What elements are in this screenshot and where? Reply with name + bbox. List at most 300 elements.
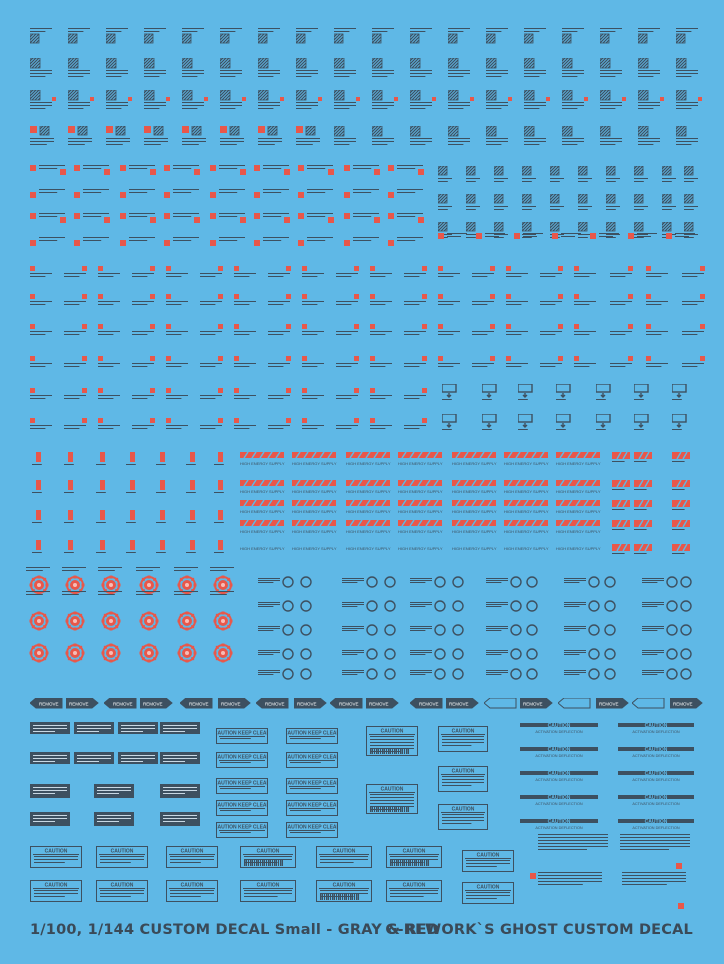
svg-text:CAUTION: CAUTION [644,747,668,753]
ring-icon [258,600,296,614]
ring-icon [258,624,296,638]
red-bar-decal [96,480,112,495]
monitor-arrow-icon [634,384,652,402]
red-square-decal [388,188,428,200]
hatch-decal [30,28,58,50]
svg-text:REMOVE: REMOVE [523,701,543,707]
high-energy-banner [504,520,550,535]
red-square-decal [234,356,260,370]
high-energy-banner [240,500,286,515]
hatch-decal [106,90,134,112]
red-square-decal [166,388,192,402]
red-square-decal [30,418,56,432]
svg-text:ACTIVATION DEFLECTION: ACTIVATION DEFLECTION [632,826,680,830]
high-energy-banner [556,480,602,495]
red-square-decal [476,230,506,240]
red-gear-label [136,562,162,570]
hatch-decal [220,126,248,148]
red-gear-label [174,562,200,570]
red-square-decal [472,356,498,370]
red-square-decal [336,324,362,338]
hatch-decal [30,58,58,80]
hatch-decal [410,90,438,112]
red-square-decal [574,356,600,370]
svg-text:HIGH ENERGY SUPPLY: HIGH ENERGY SUPPLY [452,489,497,494]
svg-text:HIGH ENERGY SUPPLY: HIGH ENERGY SUPPLY [504,489,549,494]
ring-icon [300,648,338,662]
red-square-decal [30,388,56,402]
red-square-decal [344,164,384,176]
ring-icon [642,600,680,614]
svg-text:HIGH ENERGY SUPPLY: HIGH ENERGY SUPPLY [240,461,285,466]
red-square-decal [646,266,672,280]
svg-text:HIGH ENERGY SUPPLY: HIGH ENERGY SUPPLY [452,509,497,514]
high-energy-banner [292,520,338,535]
svg-text:HIGH ENERGY SUPPLY: HIGH ENERGY SUPPLY [398,546,443,551]
svg-text:HIGH ENERGY SUPPLY: HIGH ENERGY SUPPLY [240,546,285,551]
hatch-decal [676,126,704,148]
high-energy-banner [452,520,498,535]
svg-text:CAUTION: CAUTION [547,723,571,729]
hatch-decal [410,28,438,50]
red-square-decal [30,212,70,224]
caution-activation-bar [618,770,698,782]
ring-icon [486,668,524,682]
caution-keep-clear-label [216,822,268,838]
svg-text:HIGH ENERGY SUPPLY: HIGH ENERGY SUPPLY [452,529,497,534]
red-bar-decal [32,540,48,555]
hatch-decal [606,194,620,212]
svg-text:HIGH ENERGY SUPPLY: HIGH ENERGY SUPPLY [398,461,443,466]
hatch-decal [68,126,96,148]
svg-text:REMOVE: REMOVE [265,701,285,707]
svg-text:CAUTION: CAUTION [547,819,571,825]
red-square-decal [234,388,260,402]
hatch-decal [486,58,514,80]
arrow-tag-icon [140,696,174,707]
red-square-decal [268,356,294,370]
ring-icon [342,648,380,662]
hatch-decal [296,90,324,112]
hatch-decal [144,90,172,112]
high-energy-banner [398,480,444,495]
red-square-decal [200,324,226,338]
high-energy-banner [240,520,286,535]
red-square-decal [166,356,192,370]
ring-icon [680,648,718,662]
svg-text:CAUTION KEEP CLEAR: CAUTION KEEP CLEAR [286,802,338,809]
red-square-decal [590,230,620,240]
red-square-decal [646,294,672,308]
hatch-decal [578,166,592,184]
high-energy-banner [346,452,392,467]
hatch-decal [486,28,514,50]
hatch-decal [296,58,324,80]
red-square-decal [388,212,428,224]
hatch-decal [466,194,480,212]
svg-text:HIGH ENERGY SUPPLY: HIGH ENERGY SUPPLY [556,461,601,466]
svg-text:CAUTION: CAUTION [476,884,500,891]
red-square-decal [610,324,636,338]
red-square-decal [404,266,430,280]
ring-icon [564,668,602,682]
caution-activation-bar [520,818,600,830]
hatch-decal [562,28,590,50]
caution-keep-clear-label [286,778,338,794]
high-energy-banner [346,480,392,495]
caution-keep-clear-label [286,752,338,768]
caution-label [438,726,488,752]
red-bar-decal [214,480,230,495]
caution-barcode-sticker [240,846,296,868]
ring-icon [526,668,564,682]
arrow-tag-icon [670,696,704,707]
ring-icon [526,624,564,638]
monitor-arrow-icon [482,384,500,402]
svg-text:REMOVE: REMOVE [339,701,359,707]
red-square-decal [210,164,250,176]
svg-text:CAUTION: CAUTION [110,882,134,889]
red-bar-decal [32,452,48,467]
caution-barcode-sticker [316,880,372,902]
high-energy-banner [556,452,602,467]
svg-text:ACTIVATION DEFLECTION: ACTIVATION DEFLECTION [632,778,680,782]
svg-text:HIGH ENERGY SUPPLY: HIGH ENERGY SUPPLY [346,546,391,551]
red-gear-icon [64,642,86,664]
ring-icon [564,624,602,638]
hatch-decal [638,90,666,112]
svg-text:HIGH ENERGY SUPPLY: HIGH ENERGY SUPPLY [504,529,549,534]
red-stripe-decal [672,500,692,515]
caution-activation-bar [618,722,698,734]
hatch-decal [68,90,96,112]
caution-keep-clear-label [216,800,268,816]
monitor-arrow-icon [482,414,500,432]
svg-text:REMOVE: REMOVE [673,701,693,707]
red-square-decal [676,858,684,866]
hatch-decal [562,90,590,112]
monitor-arrow-icon [556,384,574,402]
arrow-tag-icon [484,696,518,707]
hatch-decal [258,58,286,80]
red-square-decal [120,164,160,176]
caution-activation-bar [520,746,600,758]
arrow-tag-icon [330,696,364,707]
red-square-decal [98,294,124,308]
red-gear-icon [138,642,160,664]
red-square-decal [298,164,338,176]
red-gear-icon [138,610,160,632]
caution-sticker [462,882,514,904]
red-square-decal [200,266,226,280]
gray-label-block [94,812,154,828]
high-energy-banner [398,500,444,515]
red-bar-decal [96,452,112,467]
red-stripe-decal [672,480,692,495]
svg-text:CAUTION: CAUTION [180,848,204,855]
red-bar-decal [214,510,230,525]
hatch-decal [220,28,248,50]
gray-label-block [94,784,154,800]
hatch-decal [220,90,248,112]
hatch-decal [106,28,134,50]
text-block [622,872,688,892]
high-energy-banner [556,520,602,535]
monitor-arrow-icon [556,414,574,432]
ring-icon [642,624,680,638]
red-square-decal [682,266,708,280]
red-square-decal [472,294,498,308]
caution-sticker [96,880,148,902]
ring-icon [342,576,380,590]
svg-text:HIGH ENERGY SUPPLY: HIGH ENERGY SUPPLY [452,546,497,551]
caution-keep-clear-label [286,728,338,744]
svg-text:HIGH ENERGY SUPPLY: HIGH ENERGY SUPPLY [504,461,549,466]
hatch-decal [334,90,362,112]
red-bar-decal [64,540,80,555]
high-energy-banner [452,480,498,495]
red-gear-icon [212,610,234,632]
red-square-decal [120,188,160,200]
high-energy-banner [452,544,498,559]
arrow-tag-icon [218,696,252,707]
ring-icon [680,600,718,614]
red-bar-decal [156,452,172,467]
ring-icon [642,576,680,590]
svg-text:ACTIVATION DEFLECTION: ACTIVATION DEFLECTION [632,730,680,734]
red-square-decal [646,324,672,338]
red-bar-decal [156,540,172,555]
hatch-decal [522,194,536,212]
ring-icon [486,648,524,662]
hatch-decal [410,126,438,148]
caution-keep-clear-label [216,778,268,794]
red-square-decal [120,236,160,248]
svg-text:CAUTION: CAUTION [256,848,280,855]
high-energy-banner [452,500,498,515]
red-square-decal [438,294,464,308]
red-square-decal [132,418,158,432]
hatch-decal [676,58,704,80]
red-square-decal [682,324,708,338]
text-block [620,834,692,856]
hatch-decal [438,166,452,184]
red-square-decal [336,266,362,280]
red-square-decal [234,324,260,338]
red-square-decal [530,868,538,876]
arrow-tag-icon [596,696,630,707]
svg-text:CAUTION: CAUTION [402,848,426,855]
red-square-decal [164,188,204,200]
ring-icon [486,624,524,638]
red-bar-decal [214,452,230,467]
red-square-decal [234,418,260,432]
red-square-decal [64,356,90,370]
red-square-decal [268,266,294,280]
svg-text:CAUTION: CAUTION [402,882,426,889]
ring-icon [604,576,642,590]
red-square-decal [540,294,566,308]
svg-text:REMOVE: REMOVE [39,701,59,707]
hatch-decal [600,28,628,50]
hatch-decal [182,58,210,80]
red-square-decal [74,164,114,176]
high-energy-banner [292,500,338,515]
ring-icon [342,600,380,614]
red-square-decal [628,230,658,240]
svg-text:HIGH ENERGY SUPPLY: HIGH ENERGY SUPPLY [398,529,443,534]
hatch-decal [258,126,286,148]
red-square-decal [98,388,124,402]
red-square-decal [370,266,396,280]
red-gear-icon [28,642,50,664]
red-square-decal [166,418,192,432]
red-bar-decal [156,510,172,525]
red-bar-decal [64,452,80,467]
hatch-decal [30,90,58,112]
red-square-decal [254,188,294,200]
red-square-decal [64,388,90,402]
ring-icon [300,668,338,682]
high-energy-banner [398,520,444,535]
monitor-arrow-icon [672,414,690,432]
hatch-decal [106,126,134,148]
hatch-decal [494,166,508,184]
high-energy-banner [346,500,392,515]
svg-text:HIGH ENERGY SUPPLY: HIGH ENERGY SUPPLY [240,529,285,534]
arrow-tag-icon [294,696,328,707]
sheet-title-right: G-REWORK`S GHOST CUSTOM DECAL [385,922,693,938]
ring-icon [452,668,490,682]
red-square-decal [438,230,468,240]
svg-text:CAUTION KEEP CLEAR: CAUTION KEEP CLEAR [286,754,338,761]
red-square-decal [552,230,582,240]
ring-icon [642,668,680,682]
svg-text:HIGH ENERGY SUPPLY: HIGH ENERGY SUPPLY [504,509,549,514]
high-energy-banner [556,544,602,559]
red-square-decal [506,266,532,280]
gray-label-block [30,784,90,800]
red-square-decal [164,236,204,248]
red-square-decal [646,356,672,370]
red-square-decal [200,418,226,432]
red-gear-icon [176,642,198,664]
red-gear-label [136,586,162,594]
ring-icon [410,600,448,614]
red-stripe-decal [634,544,654,559]
red-bar-decal [214,540,230,555]
red-square-decal [210,236,250,248]
svg-text:CAUTION KEEP CLEAR: CAUTION KEEP CLEAR [216,780,268,787]
red-gear-label [210,562,236,570]
caution-activation-bar [520,770,600,782]
hatch-decal [600,90,628,112]
red-square-decal [682,356,708,370]
hatch-decal [372,126,400,148]
monitor-arrow-icon [442,384,460,402]
caution-keep-clear-label [216,728,268,744]
arrow-tag-icon [446,696,480,707]
svg-text:HIGH ENERGY SUPPLY: HIGH ENERGY SUPPLY [292,546,337,551]
red-square-decal [74,236,114,248]
svg-text:HIGH ENERGY SUPPLY: HIGH ENERGY SUPPLY [504,546,549,551]
svg-text:CAUTION: CAUTION [476,852,500,859]
red-square-decal [98,266,124,280]
svg-text:CAUTION: CAUTION [644,819,668,825]
caution-activation-bar [520,722,600,734]
red-bar-decal [186,480,202,495]
red-square-decal [506,294,532,308]
hatch-decal [296,126,324,148]
ring-icon [604,668,642,682]
red-square-decal [164,164,204,176]
svg-text:HIGH ENERGY SUPPLY: HIGH ENERGY SUPPLY [292,529,337,534]
red-square-decal [30,188,70,200]
caution-sticker [96,846,148,868]
svg-text:CAUTION: CAUTION [451,806,475,813]
monitor-arrow-icon [596,414,614,432]
ring-icon [452,576,490,590]
red-square-decal [30,164,70,176]
red-square-decal [388,236,428,248]
hatch-decal [334,28,362,50]
hatch-decal [684,166,698,184]
red-stripe-decal [612,452,632,467]
red-bar-decal [186,452,202,467]
red-square-decal [234,294,260,308]
caution-sticker [166,846,218,868]
hatch-decal [448,58,476,80]
red-square-decal [370,418,396,432]
high-energy-banner [240,544,286,559]
ring-icon [564,600,602,614]
red-square-decal [610,294,636,308]
svg-text:CAUTION KEEP CLEAR: CAUTION KEEP CLEAR [216,754,268,761]
caution-keep-clear-label [216,752,268,768]
red-square-decal [132,324,158,338]
hatch-decal [448,126,476,148]
arrow-tag-icon [180,696,214,707]
red-square-decal [200,294,226,308]
red-bar-decal [186,510,202,525]
hatch-decal [372,90,400,112]
ring-icon [342,624,380,638]
ring-icon [680,624,718,638]
hatch-decal [448,90,476,112]
caution-activation-bar [520,794,600,806]
ring-icon [604,624,642,638]
hatch-decal [182,90,210,112]
hatch-decal [600,58,628,80]
red-square-decal [388,164,428,176]
red-square-decal [302,324,328,338]
red-square-decal [210,188,250,200]
caution-activation-bar [618,746,698,758]
arrow-tag-icon [66,696,100,707]
svg-text:CAUTION: CAUTION [644,795,668,801]
hatch-decal [220,58,248,80]
red-gear-icon [100,610,122,632]
ring-icon [410,576,448,590]
red-square-decal [132,388,158,402]
arrow-tag-icon [520,696,554,707]
svg-text:HIGH ENERGY SUPPLY: HIGH ENERGY SUPPLY [292,461,337,466]
red-bar-decal [96,510,112,525]
hatch-decal [410,58,438,80]
ring-icon [258,648,296,662]
red-square-decal [438,356,464,370]
ring-icon [300,600,338,614]
